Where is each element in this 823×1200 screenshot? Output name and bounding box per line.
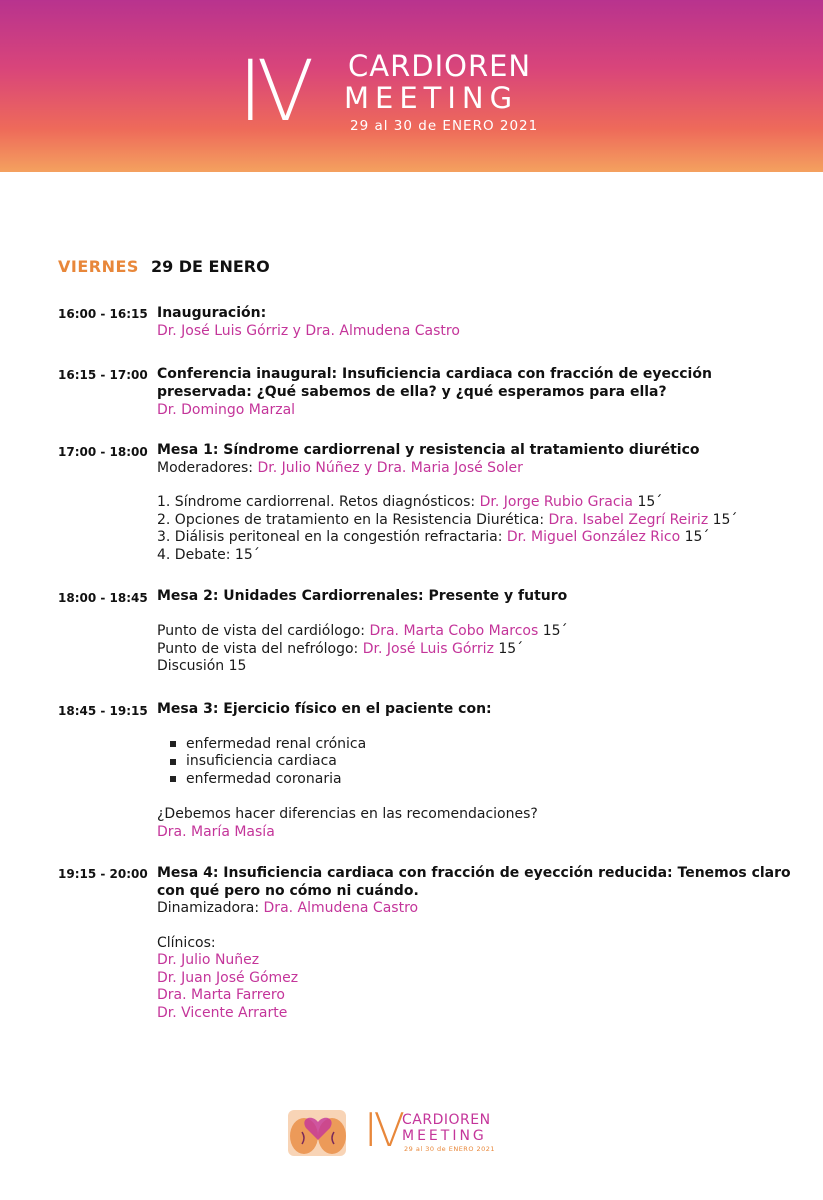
clinician-name: Dr. Juan José Gómez: [157, 970, 299, 986]
session-title: Mesa 3: Ejercicio físico en el paciente con:: [157, 701, 492, 717]
bullet-square-icon: [170, 776, 176, 782]
clinicians-label: Clínicos:: [157, 935, 216, 951]
session-time: 16:00 - 16:15: [58, 307, 148, 321]
session-title-line: preservada: ¿Qué sabemos de ella? y ¿qué esperamos para ella?: [157, 384, 667, 400]
day-weekday: VIERNES: [58, 257, 139, 276]
day-heading: [58, 257, 270, 276]
bullet-item: enfermedad renal crónica: [186, 736, 367, 752]
agenda-item-speaker: Dr. Jorge Rubio Gracia: [479, 494, 634, 510]
agenda-item-duration: 15´: [633, 494, 663, 510]
session-time: 17:00 - 18:00: [58, 445, 148, 459]
day-date: 29 DE ENERO: [150, 257, 270, 276]
session-time: 16:15 - 17:00: [58, 368, 148, 382]
agenda-item: [157, 493, 662, 511]
logo-dates: 29 al 30 de ENERO 2021: [350, 118, 539, 134]
session-title: Inauguración:: [157, 305, 267, 321]
session-title-line: con qué pero no cómo ni cuándo.: [157, 883, 419, 899]
agenda-item-duration: 15´: [538, 623, 568, 639]
agenda-item-duration: 15´: [493, 641, 524, 657]
session-speakers: Dr. José Luis Górriz y Dra. Almudena Castro: [157, 323, 460, 339]
footer-line-1: CARDIOREN: [402, 1112, 491, 1128]
session-title: Mesa 2: Unidades Cardiorrenales: Presente y futuro: [157, 588, 568, 604]
logo-line-2: MEETING: [344, 81, 519, 115]
agenda-item: 4. Debate: 15´: [157, 547, 260, 563]
bullet-item: enfermedad coronaria: [186, 771, 342, 787]
facilitator-label: Dinamizadora:: [157, 900, 264, 916]
logo-roman-numeral: IV: [238, 42, 309, 140]
moderators-names: Dr. Julio Núñez y Dra. Maria José Soler: [257, 460, 523, 476]
clinician-name: Dra. Marta Farrero: [157, 987, 285, 1003]
event-logo: [238, 42, 568, 140]
agenda-item-duration: 15´: [680, 529, 710, 545]
agenda-item-speaker: Dr. Miguel González Rico: [506, 529, 681, 545]
kidney-heart-artwork-icon: [282, 1106, 354, 1158]
session-speaker: Dr. Domingo Marzal: [157, 402, 296, 418]
bullet-item: insuficiencia cardiaca: [186, 753, 337, 769]
agenda-item: [157, 511, 737, 529]
agenda-item-speaker: Dra. Marta Cobo Marcos: [369, 623, 539, 639]
agenda-item-speaker: Dra. Isabel Zegrí Reiriz: [548, 512, 709, 528]
agenda-item-text: 3. Diálisis peritoneal en la congestión refractaria:: [157, 529, 507, 545]
session-time: 18:00 - 18:45: [58, 591, 148, 605]
bullet-square-icon: [170, 741, 176, 747]
session-title-line: Mesa 4: Insuficiencia cardiaca con fracción de eyección reducida: Tenemos claro: [157, 865, 791, 881]
agenda-item-text: 2. Opciones de tratamiento en la Resistencia Diurética:: [157, 512, 549, 528]
agenda-item: [157, 622, 568, 640]
footer-dates: 29 al 30 de ENERO 2021: [404, 1145, 496, 1153]
agenda-item-text: Punto de vista del cardiólogo:: [157, 623, 370, 639]
moderators-line: [157, 459, 523, 477]
clinician-name: Dr. Vicente Arrarte: [157, 1005, 288, 1021]
agenda-item-text: 1. Síndrome cardiorrenal. Retos diagnósticos:: [157, 494, 480, 510]
logo-line-1: CARDIOREN: [348, 49, 532, 83]
header-banner: [0, 0, 823, 172]
agenda-item: [157, 528, 709, 546]
session-time: 18:45 - 19:15: [58, 704, 148, 718]
footer-line-2: MEETING: [402, 1128, 487, 1144]
facilitator-name: Dra. Almudena Castro: [263, 900, 419, 916]
clinician-name: Dr. Julio Nuñez: [157, 952, 260, 968]
session-speaker: Dra. María Masía: [157, 824, 275, 840]
agenda-item-duration: 15´: [708, 512, 738, 528]
session-title-line: Conferencia inaugural: Insuficiencia cardiaca con fracción de eyección: [157, 366, 712, 382]
agenda-item: Discusión 15: [157, 658, 247, 674]
session-time: 19:15 - 20:00: [58, 867, 148, 881]
agenda-item-text: Punto de vista del nefrólogo:: [157, 641, 363, 657]
session-title: Mesa 1: Síndrome cardiorrenal y resistencia al tratamiento diurético: [157, 442, 700, 458]
footer-roman-numeral: IV: [364, 1103, 402, 1157]
footer-logo: [282, 1104, 522, 1164]
facilitator-line: [157, 899, 418, 917]
bullet-square-icon: [170, 759, 176, 765]
session-question: ¿Debemos hacer diferencias en las recomendaciones?: [157, 806, 538, 822]
moderators-label: Moderadores:: [157, 460, 258, 476]
agenda-item-speaker: Dr. José Luis Górriz: [362, 641, 494, 657]
agenda-item: [157, 640, 523, 658]
